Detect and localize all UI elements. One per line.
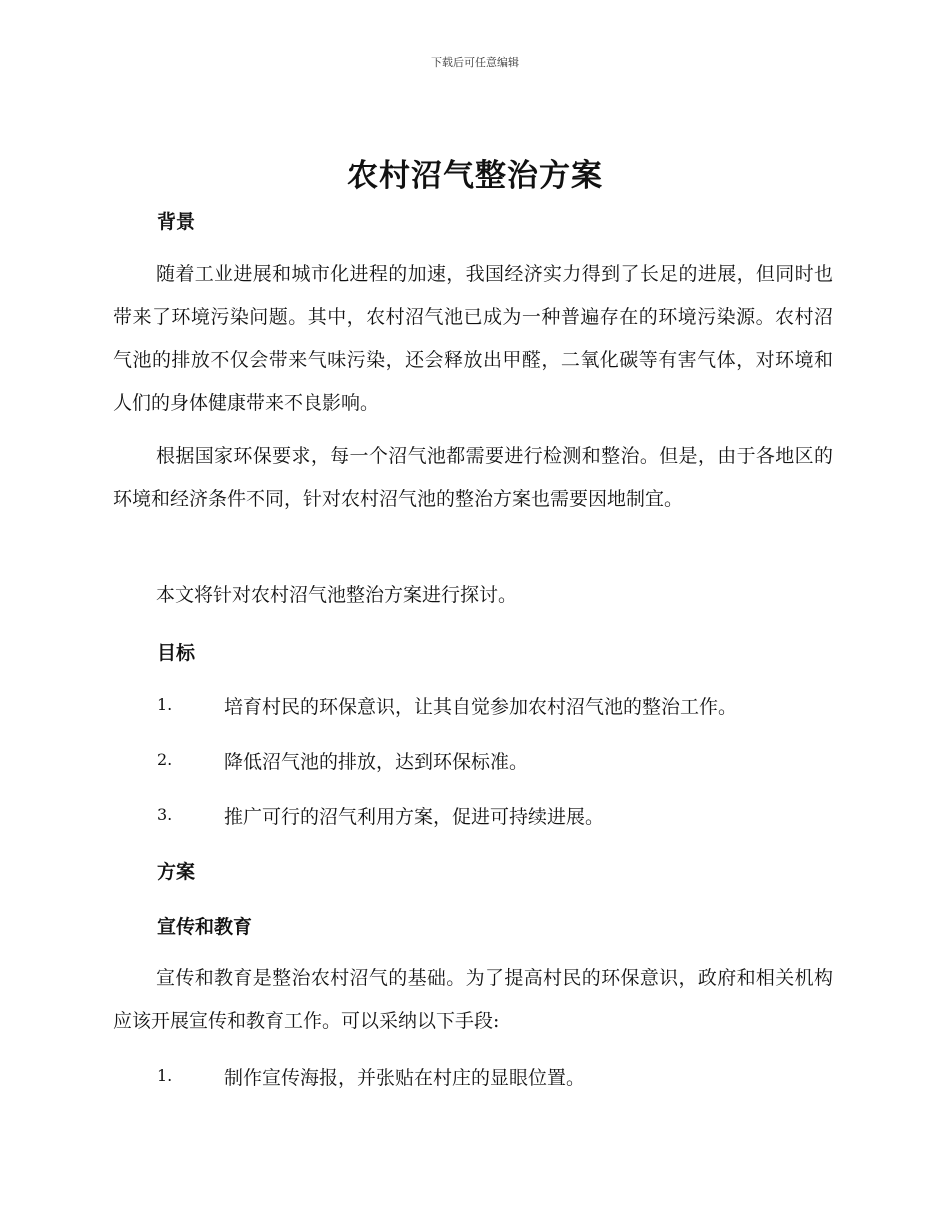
goal-list-item bbox=[157, 747, 837, 777]
heading-education: 宣传和教育 bbox=[157, 916, 253, 938]
list-number: 2. bbox=[157, 750, 173, 769]
heading-background: 背景 bbox=[157, 211, 196, 233]
list-text: 培育村民的环保意识，让其自觉参加农村沼气池的整治工作。 bbox=[224, 696, 738, 718]
heading-goals: 目标 bbox=[157, 642, 196, 664]
list-number: 1. bbox=[157, 1066, 173, 1085]
paragraph-background-3: 本文将针对农村沼气池整治方案进行探讨。 bbox=[156, 584, 518, 606]
goal-list-item bbox=[157, 692, 837, 722]
list-text: 降低沼气池的排放，达到环保标准。 bbox=[224, 751, 529, 773]
list-number: 3. bbox=[157, 805, 173, 824]
list-text: 制作宣传海报，并张贴在村庄的显眼位置。 bbox=[224, 1067, 586, 1089]
education-list-item bbox=[157, 1063, 837, 1093]
document-title: 农村沼气整治方案 bbox=[347, 158, 603, 194]
list-number: 1. bbox=[157, 695, 173, 714]
paragraph-background-2: 根据国家环保要求，每一个沼气池都需要进行检测和整治。但是，由于各地区的环境和经济条件不同，针对农村沼气池的整治方案也需要因地制宜。 bbox=[113, 445, 833, 510]
paragraph-education: 宣传和教育是整治农村沼气的基础。为了提高村民的环保意识，政府和相关机构应该开展宣传和教育工作。可以采纳以下手段: bbox=[113, 967, 833, 1032]
paragraph-background-1: 随着工业进展和城市化进程的加速，我国经济实力得到了长足的进展，但同时也带来了环境污染问题。其中，农村沼气池已成为一种普遍存在的环境污染源。农村沼气池的排放不仅会带来气味污染，还会释放出甲醛，二氧化碳等有害气体，对环境和人们的身体健康带来不良影响。 bbox=[113, 263, 833, 414]
list-text: 推广可行的沼气利用方案，促进可持续进展。 bbox=[224, 806, 605, 828]
page-header-note: 下载后可任意编辑 bbox=[431, 56, 519, 69]
heading-plan: 方案 bbox=[157, 861, 196, 883]
goal-list-item bbox=[157, 802, 837, 832]
